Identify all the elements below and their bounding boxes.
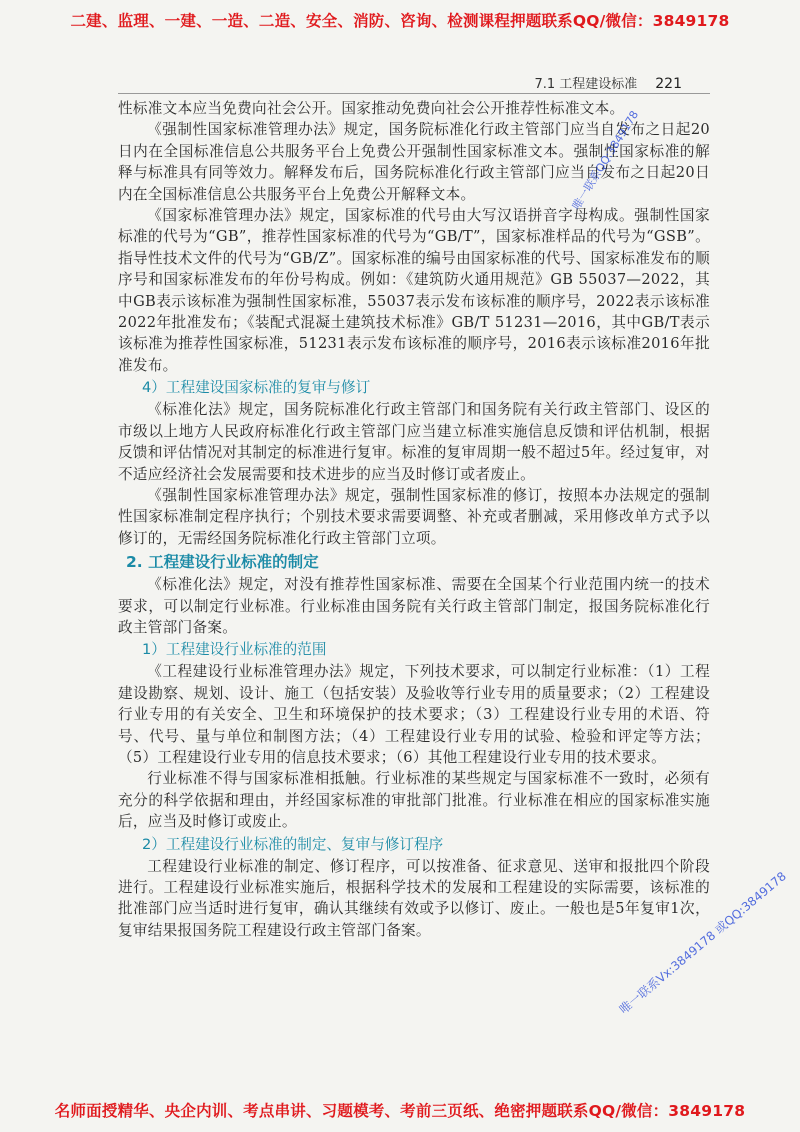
- heading-industry-standard: 2. 工程建设行业标准的制定: [126, 553, 319, 572]
- watermark-top: 唯一联系QQ:3849178: [569, 108, 642, 213]
- page-body: [118, 98, 710, 941]
- heading-industry-scope: 1）工程建设行业标准的范围: [142, 641, 327, 659]
- paragraph-6: 《标准化法》规定，对没有推荐性国家标准、需要在全国某个行业范围内统一的技术要求，可以制定行业标准。行业标准由国务院有关行政主管部门制定，报国务院标准化行政主管部门备案。: [118, 576, 710, 636]
- watermark-bottom: 唯一联系Vx:3849178 或QQ:3849178: [616, 869, 789, 1017]
- promo-banner-top: 二建、监理、一建、一造、二造、安全、消防、咨询、检测课程押题联系QQ/微信：3849178: [70, 12, 730, 30]
- header-divider: [118, 93, 710, 94]
- promo-banner-bottom: 名师面授精华、央企内训、考点串讲、习题模考、考前三页纸、绝密押题联系QQ/微信：3849178: [54, 1102, 746, 1120]
- running-header: [534, 73, 682, 92]
- paragraph-4: 《标准化法》规定，国务院标准化行政主管部门和国务院有关行政主管部门、设区的市级以上地方人民政府标准化行政主管部门应当建立标准实施信息反馈和评估机制，根据反馈和评估情况对其制定的标准进行复审。标准的复审周期一般不超过5年。经过复审，对不适应经济社会发展需要和技术进步的应当及时修订或者废止。: [118, 401, 710, 483]
- paragraph-1: 性标准文本应当免费向社会公开。国家推动免费向社会公开推荐性标准文本。: [118, 100, 625, 117]
- paragraph-3: 《国家标准管理办法》规定，国家标准的代号由大写汉语拼音字母构成。强制性国家标准的代号为“GB”，推荐性国家标准的代号为“GB/T”，国家标准样品的代号为“GSB”。指导性技术文件的代号为“GB/Z”。国家标准的编号由国家标准的代号、国家标准发布的顺序号和国家标准发布的年份号构成。例如：《建筑防火通用规范》GB 55037—2022，其中GB表示该标准为强制性国家标准，55037表示发布该标准的顺序号，2022表示该标准2022年批准发布；《装配式混凝土建筑技术标准》GB/T 51231—2016，其中GB/T表示该标准为推荐性国家标准，51231表示发布该标准的顺序号，2016表示该标准2016年批准发布。: [118, 207, 710, 374]
- paragraph-9: 工程建设行业标准的制定、修订程序，可以按准备、征求意见、送审和报批四个阶段进行。工程建设行业标准实施后，根据科学技术的发展和工程建设的实际需要，该标准的批准部门应当适时进行复审，确认其继续有效或予以修订、废止。一般也是5年复审1次，复审结果报国务院工程建设行政主管部门备案。: [118, 857, 710, 939]
- paragraph-7: 《工程建设行业标准管理办法》规定，下列技术要求，可以制定行业标准：（1）工程建设勘察、规划、设计、施工（包括安装）及验收等行业专用的质量要求；（2）工程建设行业专用的有关安全、卫生和环境保护的技术要求；（3）工程建设行业专用的术语、符号、代号、量与单位和制图方法；（4）工程建设行业专用的试验、检验和评定等方法；（5）工程建设行业专用的信息技术要求；（6）其他工程建设行业专用的技术要求。: [118, 663, 710, 766]
- heading-national-standard-review: 4）工程建设国家标准的复审与修订: [142, 379, 371, 397]
- paragraph-5: 《强制性国家标准管理办法》规定，强制性国家标准的修订，按照本办法规定的强制性国家标准制定程序执行；个别技术要求需要调整、补充或者删减，采用修改单方式予以修订的，无需经国务院标准化行政主管部门立项。: [118, 486, 710, 547]
- section-title: 7.1 工程建设标准: [534, 77, 638, 92]
- heading-industry-procedure: 2）工程建设行业标准的制定、复审与修订程序: [142, 835, 444, 853]
- paragraph-8: 行业标准不得与国家标准相抵触。行业标准的某些规定与国家标准不一致时，必须有充分的科学依据和理由，并经国家标准的审批部门批准。行业标准在相应的国家标准实施后，应当及时修订或废止。: [118, 770, 710, 831]
- page-number: 221: [655, 76, 682, 92]
- paragraph-2: 《强制性国家标准管理办法》规定，国务院标准化行政主管部门应当自发布之日起20日内在全国标准信息公共服务平台上免费公开强制性国家标准文本。强制性国家标准的解释与标准具有同等效力。解释发布后，国务院标准化行政主管部门应当自发布之日起20日内在全国标准信息公共服务平台上免费公开解释文本。: [118, 121, 710, 203]
